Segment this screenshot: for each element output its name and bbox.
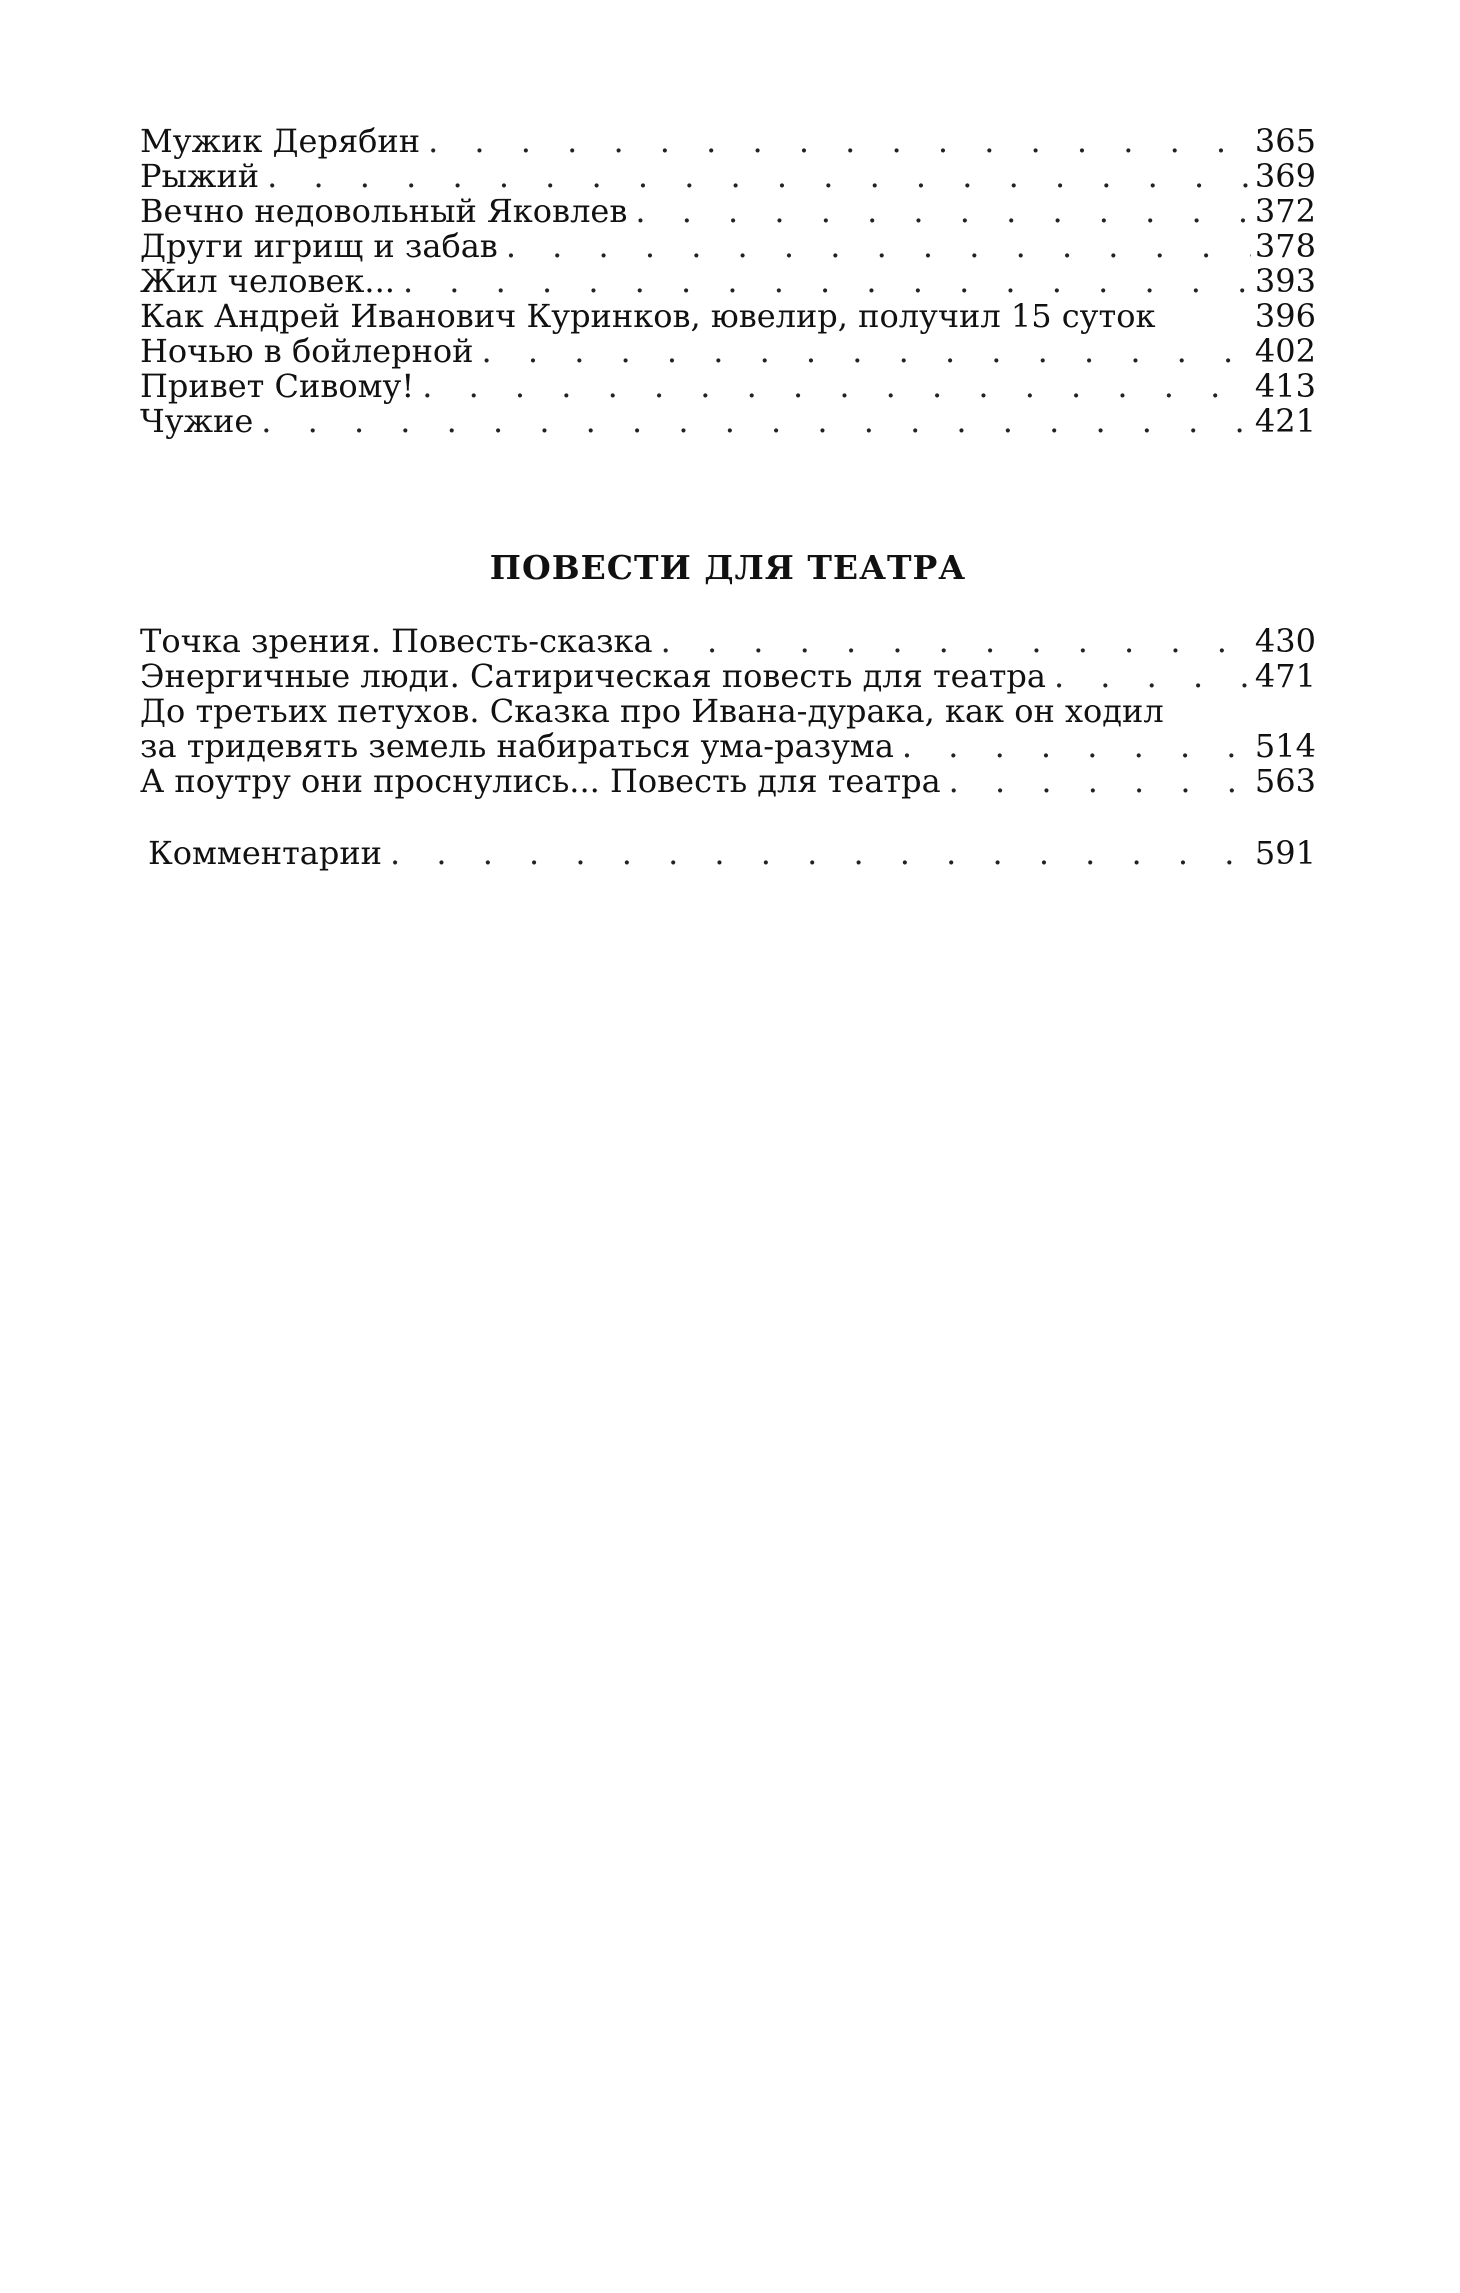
dot-leader: [1054, 659, 1251, 694]
toc-entry-page: 365: [1254, 122, 1316, 160]
toc-entry[interactable]: [140, 334, 1316, 369]
toc-entry-title: Вечно недовольный Яковлев: [140, 192, 628, 230]
toc-entry-title: Точка зрения. Повесть-сказка: [140, 622, 653, 660]
toc-entry-title: Как Андрей Иванович Куринков, ювелир, получил 15 суток: [140, 297, 1156, 335]
toc-entry-title: Чужие: [140, 402, 254, 440]
dot-leader: [949, 764, 1251, 799]
toc-entry[interactable]: [140, 124, 1316, 159]
toc-entry-title: Други игрищ и забав: [140, 227, 498, 265]
dot-leader: [902, 729, 1251, 764]
toc-entry-title: Комментарии: [148, 834, 382, 872]
toc-entry-title: Энергичные люди. Сатирическая повесть для театра: [140, 657, 1046, 695]
commentary-list: [148, 836, 1316, 871]
toc-entry-page: 471: [1254, 657, 1316, 695]
toc-entry-page: 393: [1254, 262, 1316, 300]
toc-entry-title: Привет Сивому!: [140, 367, 415, 405]
toc-entry[interactable]: [140, 264, 1316, 299]
toc-entry-title-line: До третьих петухов. Сказка про Ивана-дурака, как он ходил: [140, 692, 1164, 730]
dot-leader: [482, 334, 1251, 369]
dot-leader: [661, 624, 1251, 659]
toc-entry[interactable]: [140, 229, 1316, 264]
toc-entry-page: 402: [1254, 332, 1316, 370]
toc-entry-page: 396: [1254, 297, 1316, 335]
dot-leader: [422, 369, 1251, 404]
toc-entry-title: Мужик Дерябин: [140, 122, 421, 160]
stories-list: [140, 124, 1316, 439]
toc-entry[interactable]: [140, 299, 1316, 334]
toc-entry[interactable]: [140, 404, 1316, 439]
toc-entry-page: 378: [1254, 227, 1316, 265]
toc-entry[interactable]: [140, 369, 1316, 404]
toc-entry[interactable]: [140, 659, 1316, 694]
toc-entry-continued-line[interactable]: [140, 694, 1316, 729]
dot-leader: [506, 229, 1251, 264]
toc-entry-page: 372: [1254, 192, 1316, 230]
dot-leader: [390, 836, 1251, 871]
plays-list: [140, 624, 1316, 799]
toc-entry-title: А поутру они проснулись... Повесть для театра: [140, 762, 941, 800]
dot-leader: [267, 159, 1251, 194]
toc-entry[interactable]: [148, 836, 1316, 871]
toc-entry-page: 563: [1254, 762, 1316, 800]
toc-entry-page: 514: [1254, 727, 1316, 765]
toc-entry[interactable]: [140, 159, 1316, 194]
dot-leader: [635, 194, 1251, 229]
toc-entry[interactable]: [140, 624, 1316, 659]
toc-entry[interactable]: [140, 764, 1316, 799]
toc-entry-title: за тридевять земель набираться ума-разума: [140, 727, 894, 765]
toc-entry-page: 430: [1254, 622, 1316, 660]
toc-entry-title: Рыжий: [140, 157, 260, 195]
dot-leader: [403, 264, 1251, 299]
toc-entry-title: Ночью в бойлерной: [140, 332, 474, 370]
dot-leader: [261, 404, 1251, 439]
toc-entry-page: 369: [1254, 157, 1316, 195]
toc-entry-page: 591: [1254, 834, 1316, 872]
section-heading: ПОВЕСТИ ДЛЯ ТЕАТРА: [489, 548, 967, 587]
toc-entry-page: 413: [1254, 367, 1316, 405]
toc-entry-page: 421: [1254, 402, 1316, 440]
toc-entry-title: Жил человек...: [140, 262, 395, 300]
toc-entry[interactable]: [140, 729, 1316, 764]
toc-entry[interactable]: [140, 194, 1316, 229]
dot-leader: [428, 124, 1251, 159]
